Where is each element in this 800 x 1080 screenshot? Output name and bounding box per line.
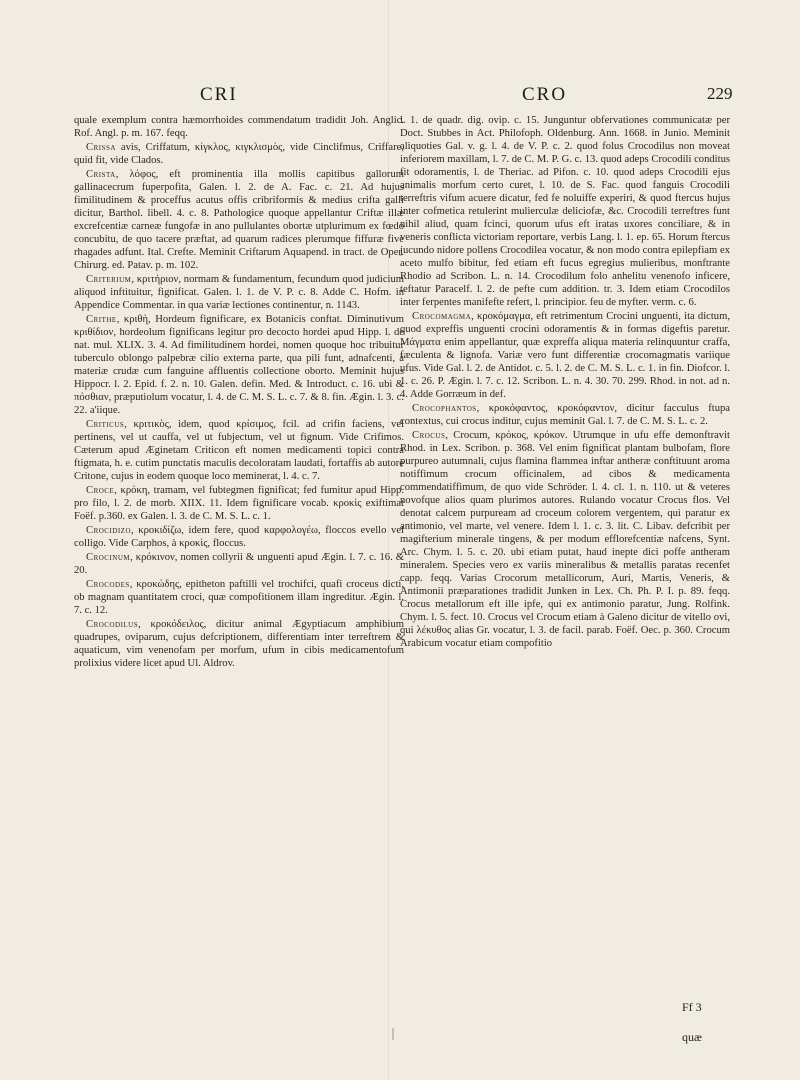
entry-text: avis, Criffatum, κίγκλος, κιγκλισμὸς, vide Cinclifmus, Criffare, quid fit, vide Clados. — [74, 142, 404, 166]
dictionary-entry — [74, 551, 404, 577]
dictionary-entry — [74, 618, 404, 670]
entry-headword: Crithe — [86, 314, 117, 325]
entry-text: , κροκόφαντος, κροκόφαντον, dicitur facculus ftupa contextus, cui crocus inditur, cujus meminit Gal. l. 7. de C. M. S. L. c. 2. — [400, 403, 730, 427]
entry-headword: Crocidizo — [86, 525, 132, 536]
dictionary-entry — [74, 578, 404, 617]
entry-headword: Crocodes — [86, 579, 130, 590]
entry-headword: Crocinum — [86, 552, 131, 563]
entry-text: , κροκόμαγμα, eft retrimentum Crocini unguenti, ita dictum, quod expreffis unguenti crocini odoramentis & in formas digeftis paretur. Μάγματα enim appellantur, quæ expreffa aliqua materia relinquuntur craffa, fæculenta & lignofa. Variæ vero funt differentiæ crocomagmatis variique ufus. Vide Gal. l. 2. de Antidot. c. 5. l. 2. de C. M. S. L. c. 1. in fin. Diofcor. l. 1. c. 26. P. Ægin. l. 7. c. 12. Scribon. L. n. 4. 30. 70. 299. Rhod. in not. ad n. 4. Adde Gorræum in def. — [400, 311, 730, 400]
entry-text: , κρόκινον, nomen collyrii & unguenti apud Ægin. l. 7. c. 16. & 20. — [74, 552, 404, 576]
entry-headword: Crocodilus — [86, 619, 139, 630]
entry-text: , λόφος, eft prominentia illa mollis capitibus gallorum gallinacecrum fuperpofita, Galen. l. 2. de A. Fac. c. 21. Ad hujus fimilitudinem & proceffus acutus offis cribriformis & medius crifta galli dicitur, Barthol. libell. 4. c. 8. Pathologice quoque appellantur Criftæ illæ excrefcentiæ carneæ fungofæ in ano pullulantes obortæ utplurimum ex fœdo concubitu, de quo tacere præftat, ad quarum radices plerumque fiffuræ five rhagades adfunt. Ital. Crefte. Meminit Criftarum Aquapend. in tract. de Oper. Chirurg. ed. Patav. p. m. 102. — [74, 169, 404, 271]
right-column — [400, 114, 730, 651]
dictionary-entry — [74, 484, 404, 523]
dictionary-entry — [74, 141, 404, 167]
entry-headword: Crissa — [86, 142, 116, 153]
entry-text: l. 1. de quadr. dig. ovip. c. 15. Junguntur obfervationes communicatæ per Doct. Stubbes in Act. Philofoph. Oldenburg. Ann. 1668. in Junio. Meminit aliquoties Gal. v. g. l. 4. de V. P. c. 2. quod folus Crocodilus non moveat inferiorem maxillam, l. 7. de C. M. P. G. c. 13. quod adeps Crocodili conditus fit odoramentis, l. de Theriac. ad Pifon. c. 10. quod adeps Crocodili ejus animalis morfum certo curet, l. 10. de S. Fac. quod fanguis Crocodili terreftris vifum acuere dicatur, fed fe noluiffe experiri, & quod ftercus hujus inter cofmetica retulerint mulierculæ deliciofæ, &c. Crocodili terreftres funt nihil aliud, quam fcinci, quorum ufus eft iratas uxores conciliare, & in veneris conflicta victoriam reportare, verbis Lang. l. 1. ep. 65. Horum ftercus jucundo nidore pollens Crocodilea vocatur, & non modo contra epilepfiam ex aceto mulfo bibitur, fed etiam eft fucus egregius mulieribus, monftrante Rhodio ad Scribon. L. n. 14. Crocodilum folo anhelitu venenofo inficere, teftatur Paracelf. l. 2. de pefte cum addition. tr. 3. Idem etiam Crocodilos inter ferpentes manifefte refert, l. principior. feu de myfter. verm. c. 6. — [400, 115, 730, 308]
entry-text: , κρόκη, tramam, vel fubtegmen fignificat; fed fumitur apud Hipp. pro filo, l. 2. de morb. XIIX. 11. Idem fignificare vocab. κροκὶς exiftimat Foëf. p.360. ex Galen. l. 3. de C. M. S. L. c. 1. — [74, 485, 404, 522]
page-mark — [392, 1028, 394, 1040]
running-head-right: CRO — [522, 84, 568, 105]
entry-text: , κριθὴ, Hordeum fignificare, ex Botanicis conftat. Diminutivum κριθίδιον, hordeolum fignificans legitur pro decocto hordei apud Hipp. l. de nat. mul. XLIX. 3. 4. Ad fimilitudinem hordei, nomen quoque hoc tribuitur tuberculo oblongo palpebræ cilio externa parte, qua pili funt, adnafcenti, à materiæ crudæ cum fanguine affluentis collectione oborto. Meminit hujus Hippocr. l. 2. Epid. f. 2. n. 10. Galen. defin. Med. & Introduct. c. 16. ubi & πόσθιαν, præputiolum vocatur, l. 4. de C. M. S. L. c. 7. & 8. fin. Ægin. l. 3. c. 22. a'iique. — [74, 314, 404, 416]
dictionary-entry — [74, 418, 404, 483]
entry-text: , κροκόδειλος, dicitur animal Ægyptiacum amphibium quadrupes, oviparum, cujus defcriptionem, differentiam inter terreftrem & aquaticum, vim venenofam per morfum, ufum in cibis medicamentofum prolixius videre licet apud Ul. Aldrov. — [74, 619, 404, 669]
entry-headword: Criticus — [86, 419, 125, 430]
entry-text: , κροκώδης, epitheton paftilli vel trochifci, quafi croceus dicti, ob magnam quantitatem croci, quæ compofitionem illam ingreditur. Ægin. l. 7. c. 12. — [74, 579, 404, 616]
dictionary-entry — [74, 168, 404, 272]
entry-text: quale exemplum contra hæmorrhoides commendatum tradidit Joh. Anglic. Rof. Angl. p. m. 167. feqq. — [74, 115, 404, 139]
entry-text: , κροκιδίζω, idem fere, quod καρφολογέω, floccos evello vel colligo. Vide Carphos, à κροκὶς, floccus. — [74, 525, 404, 549]
page-number: 229 — [707, 84, 733, 103]
entry-headword: Crista — [86, 169, 116, 180]
dictionary-entry — [74, 524, 404, 550]
entry-headword: Croce — [86, 485, 115, 496]
dictionary-entry — [400, 429, 730, 650]
entry-headword: Criterium — [86, 274, 132, 285]
dictionary-entry — [74, 114, 404, 140]
dictionary-entry — [400, 114, 730, 309]
dictionary-entry — [74, 313, 404, 417]
entry-text: , Crocum, κρόκος, κρόκον. Utrumque in ufu effe demonftravit Rhod. in Lex. Scribon. p. 368. Vel enim fignificat plantam bulbofam, flore purpureo autumnali, cujus flamina flammea inftar antheræ conftituunt aroma notiffimum crocum officinalem, ad cibos & medicamenta commendatiffimum, de quo vide Schröder. l. 4. cl. 1. n. 110. ut & veteres novofque alios quam plurimos autores. Rulando vocatur Crocus flos. Vel denotat calcem purpuream ad croceum colorem vergentem, qui paratur ex antimonio, vel marte, vel venere. Idem l. 1. c. 3. lit. C. Libav. defcribit per magifterium minerale tingens, & per modum efflorefcentiæ nafcens, Synt. Arc. Chym. l. 5. c. 20. ubi etiam putat, haud inepte dici poffe antheram mineralem. Species vero ex variis mineralibus & metallis paratas recenfet capp. feqq. Varias Crocorum metallicorum, Auri, Martis, Veneris, & Antimonii præparationes tradidit Junken in Lex. Ch. Ph. P. I. p. 89. feqq. Crocus metallorum eft ille ipfe, qui ex antimonio paratur, Jung. Rolfink. Chym. l. 5. fect. 10. Crocus vel Crocum etiam à Galeno dicitur de vitello ovi, qui λέκυθος alias Gr. vocatur, l. 3. de facil. parab. Foëf. Oec. p. 360. Crocum Arabicum vocatur etiam compofitio — [400, 430, 730, 649]
entry-text: , κριτήριον, normam & fundamentum, fecundum quod judicium aliquod inftituitur, fignificat. Galen. l. 1. de V. P. c. 8. Adde C. Hofm. in Appendice Commentar. in qua variæ lectiones continentur, n. 1143. — [74, 274, 404, 311]
left-column — [74, 114, 404, 671]
dictionary-entry — [400, 402, 730, 428]
entry-text: , κριτικὸς, idem, quod κρίσιμος, fcil. ad crifin faciens, vel pertinens, vel ut cauffa, vel ut fubjectum, vel ut fignum. Vide Crifimos. Cæterum apud Æginetam Criticon eft nomen medicamenti topici contra ftigmata, h. e. cutim punctatis maculis decoloratam laudati, fortaffis ab autore Critone, cujus in eodem quoque loco meminerat, l. 4. c. 7. — [74, 419, 404, 482]
entry-headword: Crocus — [412, 430, 446, 441]
entry-headword: Crocophantos — [412, 403, 477, 414]
dictionary-entry — [400, 310, 730, 401]
signature-mark: Ff 3 — [682, 1000, 702, 1014]
footer-signature — [682, 1000, 800, 1045]
running-head-left: CRI — [200, 84, 238, 105]
entry-headword: Crocomagma — [412, 311, 472, 322]
dictionary-entry — [74, 273, 404, 312]
catchword: quæ — [682, 1030, 703, 1044]
